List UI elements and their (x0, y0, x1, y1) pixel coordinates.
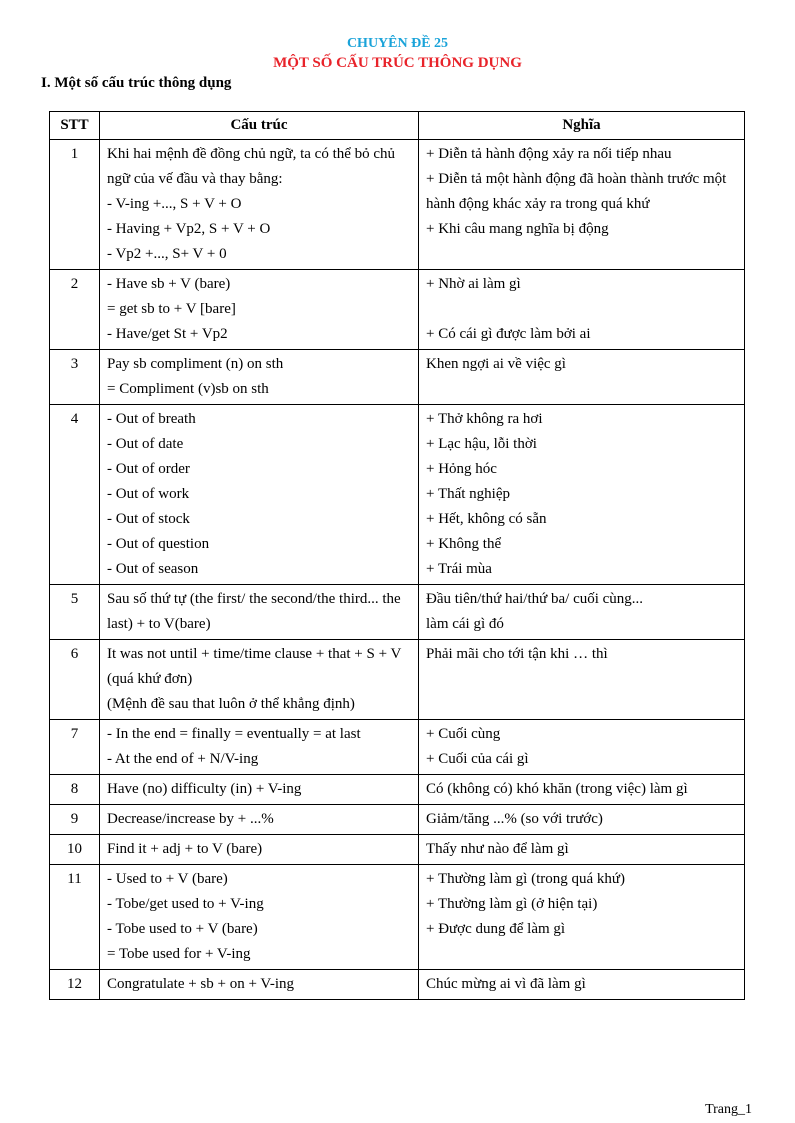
structure-cell-line: = Compliment (v)sb on sth (107, 381, 269, 397)
structure-cell (100, 640, 419, 720)
column-header-stt: STT (50, 112, 100, 140)
meaning-cell-line: Đầu tiên/thứ hai/thứ ba/ cuối cùng... (426, 591, 644, 607)
meaning-cell-line (426, 297, 737, 322)
structure-cell-line: Pay sb compliment (n) on sth (107, 356, 284, 372)
stt-cell: 12 (50, 970, 100, 1000)
structure-cell-line: - Tobe/get used to + V-ing (107, 896, 264, 912)
structure-cell-line: - In the end = finally = eventually = at last (107, 726, 361, 742)
meaning-cell (419, 350, 745, 405)
structure-cell-line: - At the end of + N/V-ing (107, 751, 259, 767)
table-row (50, 865, 745, 970)
page-title: MỘT SỐ CẤU TRÚC THÔNG DỤNG (273, 55, 522, 71)
structure-cell (100, 405, 419, 585)
meaning-cell-line: + Khi câu mang nghĩa bị động (426, 221, 609, 237)
structure-cell (100, 775, 419, 805)
table-row (50, 775, 745, 805)
structure-cell (100, 720, 419, 775)
meaning-cell (419, 970, 745, 1000)
meaning-cell-line: + Diễn tả một hành động đã hoàn thành trước một hành động khác xảy ra trong quá khứ (426, 171, 727, 212)
meaning-cell-line: + Cuối cùng (426, 726, 501, 742)
table-row (50, 350, 745, 405)
stt-cell: 7 (50, 720, 100, 775)
structure-cell-line: - Out of date (107, 436, 184, 452)
meaning-cell (419, 720, 745, 775)
table-row (50, 640, 745, 720)
meaning-cell-line: Phải mãi cho tới tận khi … thì (426, 646, 608, 662)
structure-cell (100, 835, 419, 865)
table-row (50, 835, 745, 865)
meaning-cell-line: + Trái mùa (426, 561, 492, 577)
meaning-cell-line: + Thất nghiệp (426, 486, 511, 502)
meaning-cell (419, 405, 745, 585)
structure-cell-line: Sau số thứ tự (the first/ the second/the third... the last) + to V(bare) (107, 591, 401, 632)
structure-cell (100, 140, 419, 270)
structure-cell-line: - Out of question (107, 536, 210, 552)
meaning-cell (419, 585, 745, 640)
structure-cell-line: = Tobe used for + V-ing (107, 946, 251, 962)
stt-cell: 5 (50, 585, 100, 640)
topic-heading: CHUYÊN ĐỀ 25 (346, 36, 449, 51)
meaning-cell-line: + Nhờ ai làm gì (426, 276, 521, 292)
table-row (50, 405, 745, 585)
structure-cell-line: Have (no) difficulty (in) + V-ing (107, 781, 302, 797)
meaning-cell-line: + Thường làm gì (trong quá khứ) (426, 871, 626, 887)
structure-cell-line: - Vp2 +..., S+ V + 0 (107, 246, 227, 262)
meaning-cell-line: + Lạc hậu, lỗi thời (426, 436, 537, 452)
meaning-cell (419, 865, 745, 970)
table-row (50, 270, 745, 350)
stt-cell: 8 (50, 775, 100, 805)
structure-cell (100, 270, 419, 350)
meaning-cell (419, 835, 745, 865)
meaning-cell-line: + Có cái gì được làm bởi ai (426, 326, 591, 342)
table-row (50, 720, 745, 775)
structure-cell (100, 350, 419, 405)
structure-cell-line: Khi hai mệnh đề đồng chủ ngữ, ta có thể bỏ chủ ngữ của vế đầu và thay bằng: (107, 146, 396, 187)
stt-cell: 9 (50, 805, 100, 835)
structure-cell-line: - Used to + V (bare) (107, 871, 228, 887)
structure-cell-line: Decrease/increase by + ...% (107, 811, 274, 827)
meaning-cell-line: + Được dung để làm gì (426, 921, 566, 937)
structure-cell-line: Find it + adj + to V (bare) (107, 841, 263, 857)
meaning-cell-line: Khen ngợi ai về việc gì (426, 356, 566, 372)
structure-cell-line: - Out of stock (107, 511, 190, 527)
meaning-cell-line: + Thở không ra hơi (426, 411, 543, 427)
meaning-cell-line: + Thường làm gì (ở hiện tại) (426, 896, 598, 912)
meaning-cell (419, 640, 745, 720)
meaning-cell-line: + Cuối của cái gì (426, 751, 529, 767)
meaning-cell-line: Có (không có) khó khăn (trong việc) làm gì (426, 781, 688, 797)
stt-cell: 6 (50, 640, 100, 720)
structure-cell (100, 805, 419, 835)
structure-cell-line: - Have/get St + Vp2 (107, 326, 228, 342)
structure-cell (100, 970, 419, 1000)
meaning-cell-line: + Diễn tả hành động xảy ra nối tiếp nhau (426, 146, 672, 162)
structure-cell (100, 865, 419, 970)
stt-cell: 4 (50, 405, 100, 585)
structures-table (49, 111, 745, 1000)
structure-cell-line: = get sb to + V [bare] (107, 301, 236, 317)
stt-cell: 2 (50, 270, 100, 350)
structure-cell-line: It was not until + time/time clause + that + S + V (quá khứ đơn) (107, 646, 402, 687)
page-number: Trang_1 (705, 1102, 752, 1117)
meaning-cell-line: làm cái gì đó (426, 616, 504, 632)
structure-cell-line: (Mệnh đề sau that luôn ở thể khẳng định) (107, 696, 355, 712)
table-row (50, 805, 745, 835)
stt-cell: 1 (50, 140, 100, 270)
meaning-cell-line: + Không thể (426, 536, 502, 552)
meaning-cell (419, 140, 745, 270)
meaning-cell-line: Thấy như nào để làm gì (426, 841, 569, 857)
table-row (50, 585, 745, 640)
table-row (50, 140, 745, 270)
structure-cell-line: - V-ing +..., S + V + O (107, 196, 242, 212)
table-row (50, 970, 745, 1000)
stt-cell: 11 (50, 865, 100, 970)
section-heading: I. Một số cấu trúc thông dụng (41, 75, 232, 91)
table-body (50, 140, 745, 1000)
structure-cell-line: - Have sb + V (bare) (107, 276, 231, 292)
meaning-cell (419, 775, 745, 805)
structure-cell-line: - Out of season (107, 561, 199, 577)
meaning-cell-line: Chúc mừng ai vì đã làm gì (426, 976, 586, 992)
meaning-cell (419, 805, 745, 835)
meaning-cell-line: Giảm/tăng ...% (so với trước) (426, 811, 603, 827)
meaning-cell (419, 270, 745, 350)
stt-cell: 3 (50, 350, 100, 405)
structure-cell-line: Congratulate + sb + on + V-ing (107, 976, 295, 992)
structure-cell-line: - Out of breath (107, 411, 196, 427)
structure-cell-line: - Having + Vp2, S + V + O (107, 221, 271, 237)
table-header-row (50, 112, 745, 140)
column-header-meaning: Nghĩa (419, 112, 745, 140)
meaning-cell-line: + Hết, không có sẵn (426, 511, 547, 527)
structure-cell-line: - Tobe used to + V (bare) (107, 921, 258, 937)
structure-cell (100, 585, 419, 640)
structure-cell-line: - Out of order (107, 461, 190, 477)
stt-cell: 10 (50, 835, 100, 865)
structure-cell-line: - Out of work (107, 486, 190, 502)
column-header-structure: Cấu trúc (100, 112, 419, 140)
meaning-cell-line: + Hỏng hóc (426, 461, 497, 477)
